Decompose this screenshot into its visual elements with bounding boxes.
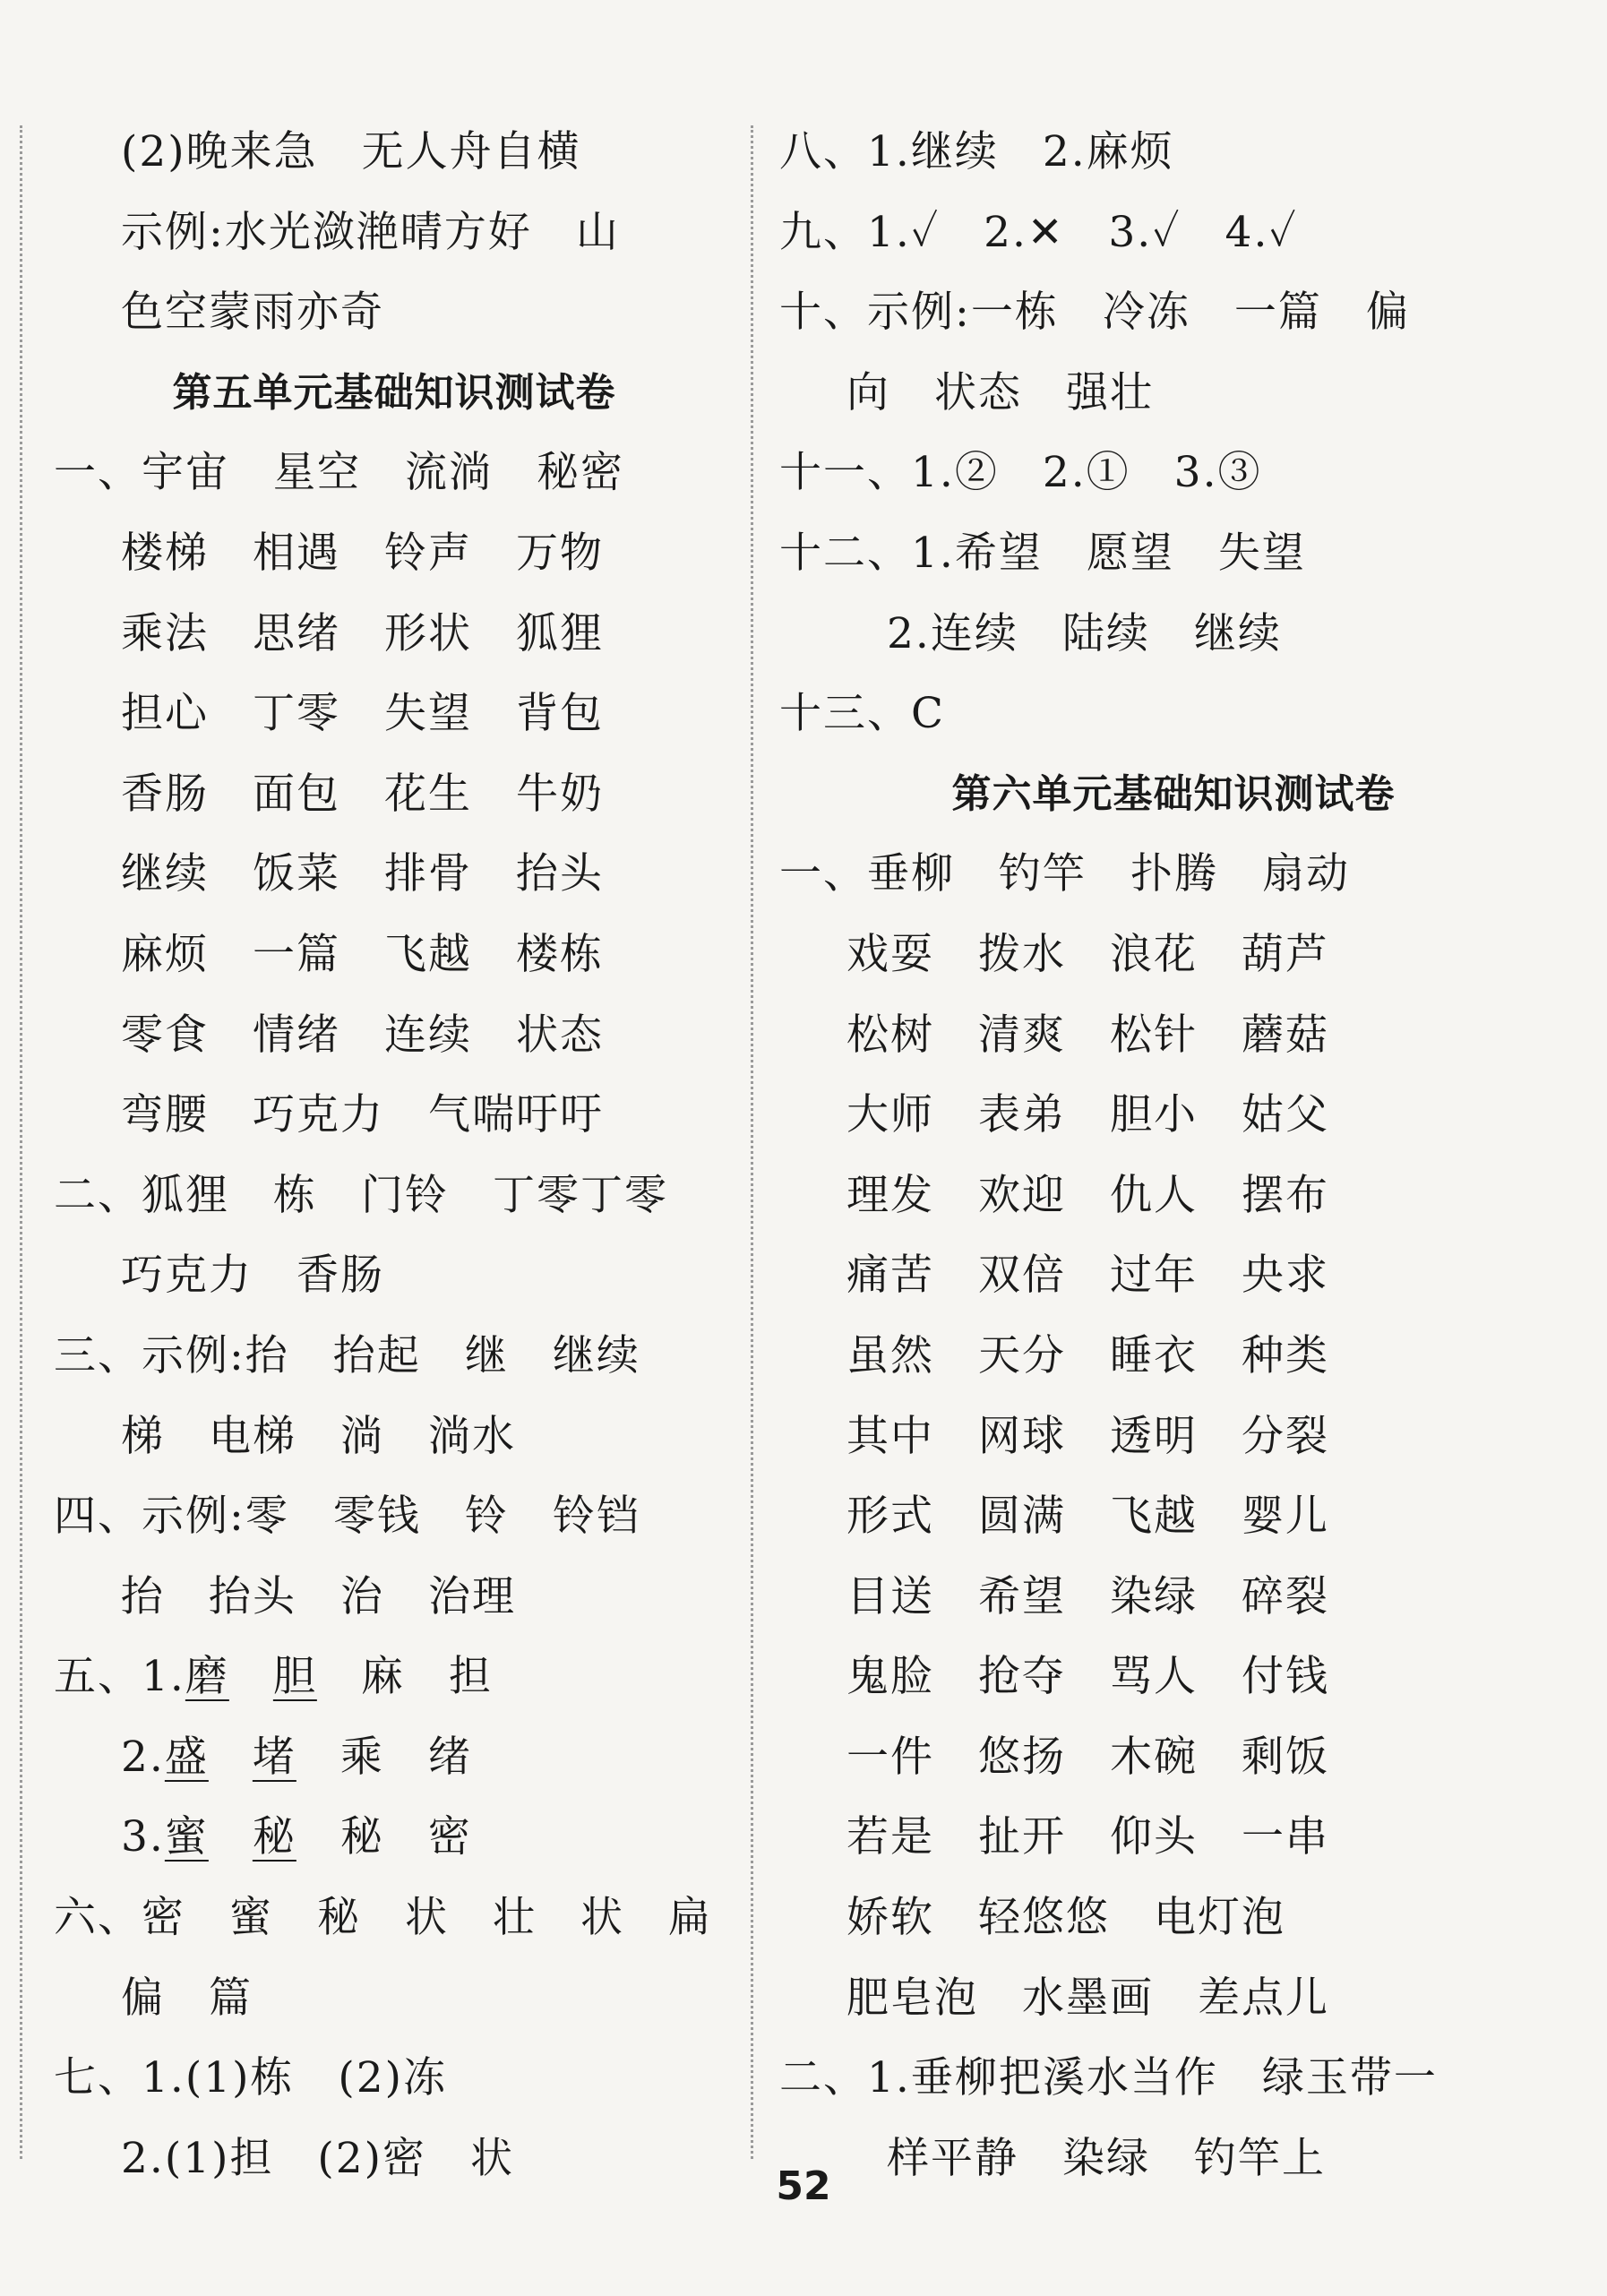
section-heading: 第五单元基础知识测试卷 (172, 369, 616, 416)
answer-line: 样平静 染绿 钓竿上 (887, 2133, 1326, 2183)
answer-line: 其中 网球 透明 分裂 (846, 1411, 1329, 1461)
answer-line: 零食 情绪 连续 状态 (121, 1010, 604, 1060)
answer-line: 九、1.✓ 2.✕ 3.✓ 4.✓ (779, 207, 1298, 257)
answer-line: 麻烦 一篇 飞越 楼栋 (121, 929, 604, 979)
answer-line: 2.(1)担 (2)密 状 (121, 2133, 514, 2183)
answer-line: 鬼脸 抢夺 骂人 付钱 (846, 1652, 1329, 1702)
underlined-char: 堵 (252, 1732, 296, 1782)
answer-line: 十二、1.希望 愿望 失望 (779, 528, 1306, 578)
answer-line: 七、1.(1)栋 (2)冻 (54, 2053, 447, 2103)
answer-line: 虽然 天分 睡衣 种类 (846, 1330, 1329, 1380)
answer-line: 梯 电梯 淌 淌水 (121, 1411, 516, 1461)
answer-line: 痛苦 双倍 过年 央求 (846, 1251, 1329, 1301)
answer-line: 3.蜜 秘 秘 密 (121, 1812, 472, 1862)
answer-line: 十、示例:一栋 冷冻 一篇 偏 (779, 288, 1410, 338)
right-column (779, 112, 1568, 2198)
answer-line: 二、1.垂柳把溪水当作 绿玉带一 (779, 2053, 1438, 2103)
answer-line: 若是 扯开 仰头 一串 (846, 1812, 1329, 1862)
answer-line: 2.盛 堵 乘 绪 (121, 1732, 472, 1782)
answer-line: 一、垂柳 钓竿 扑腾 扇动 (779, 849, 1350, 899)
answer-line: 三、示例:抬 抬起 继 继续 (54, 1330, 640, 1380)
answer-line: 戏耍 拨水 浪花 葫芦 (846, 929, 1329, 979)
underlined-char: 秘 (252, 1812, 296, 1862)
answer-line: 一件 悠扬 木碗 剩饭 (846, 1732, 1329, 1782)
answer-line: 肥皂泡 水墨画 差点儿 (846, 1973, 1329, 2023)
left-column (54, 112, 735, 2198)
answer-line: 一、宇宙 星空 流淌 秘密 (54, 448, 624, 498)
answer-line: 继续 饭菜 排骨 抬头 (121, 849, 604, 899)
answer-line: 理发 欢迎 仇人 摆布 (846, 1170, 1329, 1220)
answer-line: 五、1.磨 胆 麻 担 (54, 1652, 493, 1702)
answer-line: 示例:水光潋滟晴方好 山 (121, 207, 620, 257)
underlined-char: 胆 (272, 1652, 317, 1702)
answer-line: 抬 抬头 治 治理 (121, 1571, 516, 1621)
binding-margin-line (20, 125, 22, 2159)
answer-line: 娇软 轻悠悠 电灯泡 (846, 1893, 1285, 1943)
answer-line: 目送 希望 染绿 碎裂 (846, 1571, 1329, 1621)
answer-line: 八、1.继续 2.麻烦 (779, 127, 1174, 176)
answer-line: 偏 篇 (121, 1973, 253, 2023)
underlined-char: 磨 (185, 1652, 229, 1702)
answer-line: 十一、1.② 2.① 3.③ (779, 448, 1262, 498)
answer-line: 松树 清爽 松针 蘑菇 (846, 1010, 1329, 1060)
answer-line: 香肠 面包 花生 牛奶 (121, 769, 604, 819)
underlined-char: 盛 (164, 1732, 209, 1782)
answer-line: 形式 圆满 飞越 婴儿 (846, 1492, 1329, 1542)
answer-line: 向 状态 强壮 (846, 367, 1154, 417)
answer-line: 大师 表弟 胆小 姑父 (846, 1090, 1329, 1140)
answer-line: 六、密 蜜 秘 状 壮 状 扁 (54, 1893, 712, 1943)
answer-line: 四、示例:零 零钱 铃 铃铛 (54, 1492, 640, 1542)
answer-line: 弯腰 巧克力 气喘吁吁 (121, 1090, 604, 1140)
answer-line: 乘法 思绪 形状 狐狸 (121, 608, 604, 658)
answer-line: 2.连续 陆续 继续 (887, 608, 1282, 658)
answer-line: 二、狐狸 栋 门铃 丁零丁零 (54, 1170, 668, 1220)
page-number: 52 (776, 2163, 831, 2209)
section-heading: 第六单元基础知识测试卷 (951, 770, 1396, 817)
answer-line: (2)晚来急 无人舟自横 (121, 127, 581, 176)
answer-line: 担心 丁零 失望 背包 (121, 689, 604, 739)
underlined-char: 蜜 (164, 1812, 209, 1862)
answer-line: 色空蒙雨亦奇 (121, 288, 384, 338)
answer-line: 楼梯 相遇 铃声 万物 (121, 528, 604, 578)
answer-line: 巧克力 香肠 (121, 1251, 384, 1301)
column-divider (751, 125, 753, 2159)
answer-line: 十三、C (779, 689, 945, 739)
